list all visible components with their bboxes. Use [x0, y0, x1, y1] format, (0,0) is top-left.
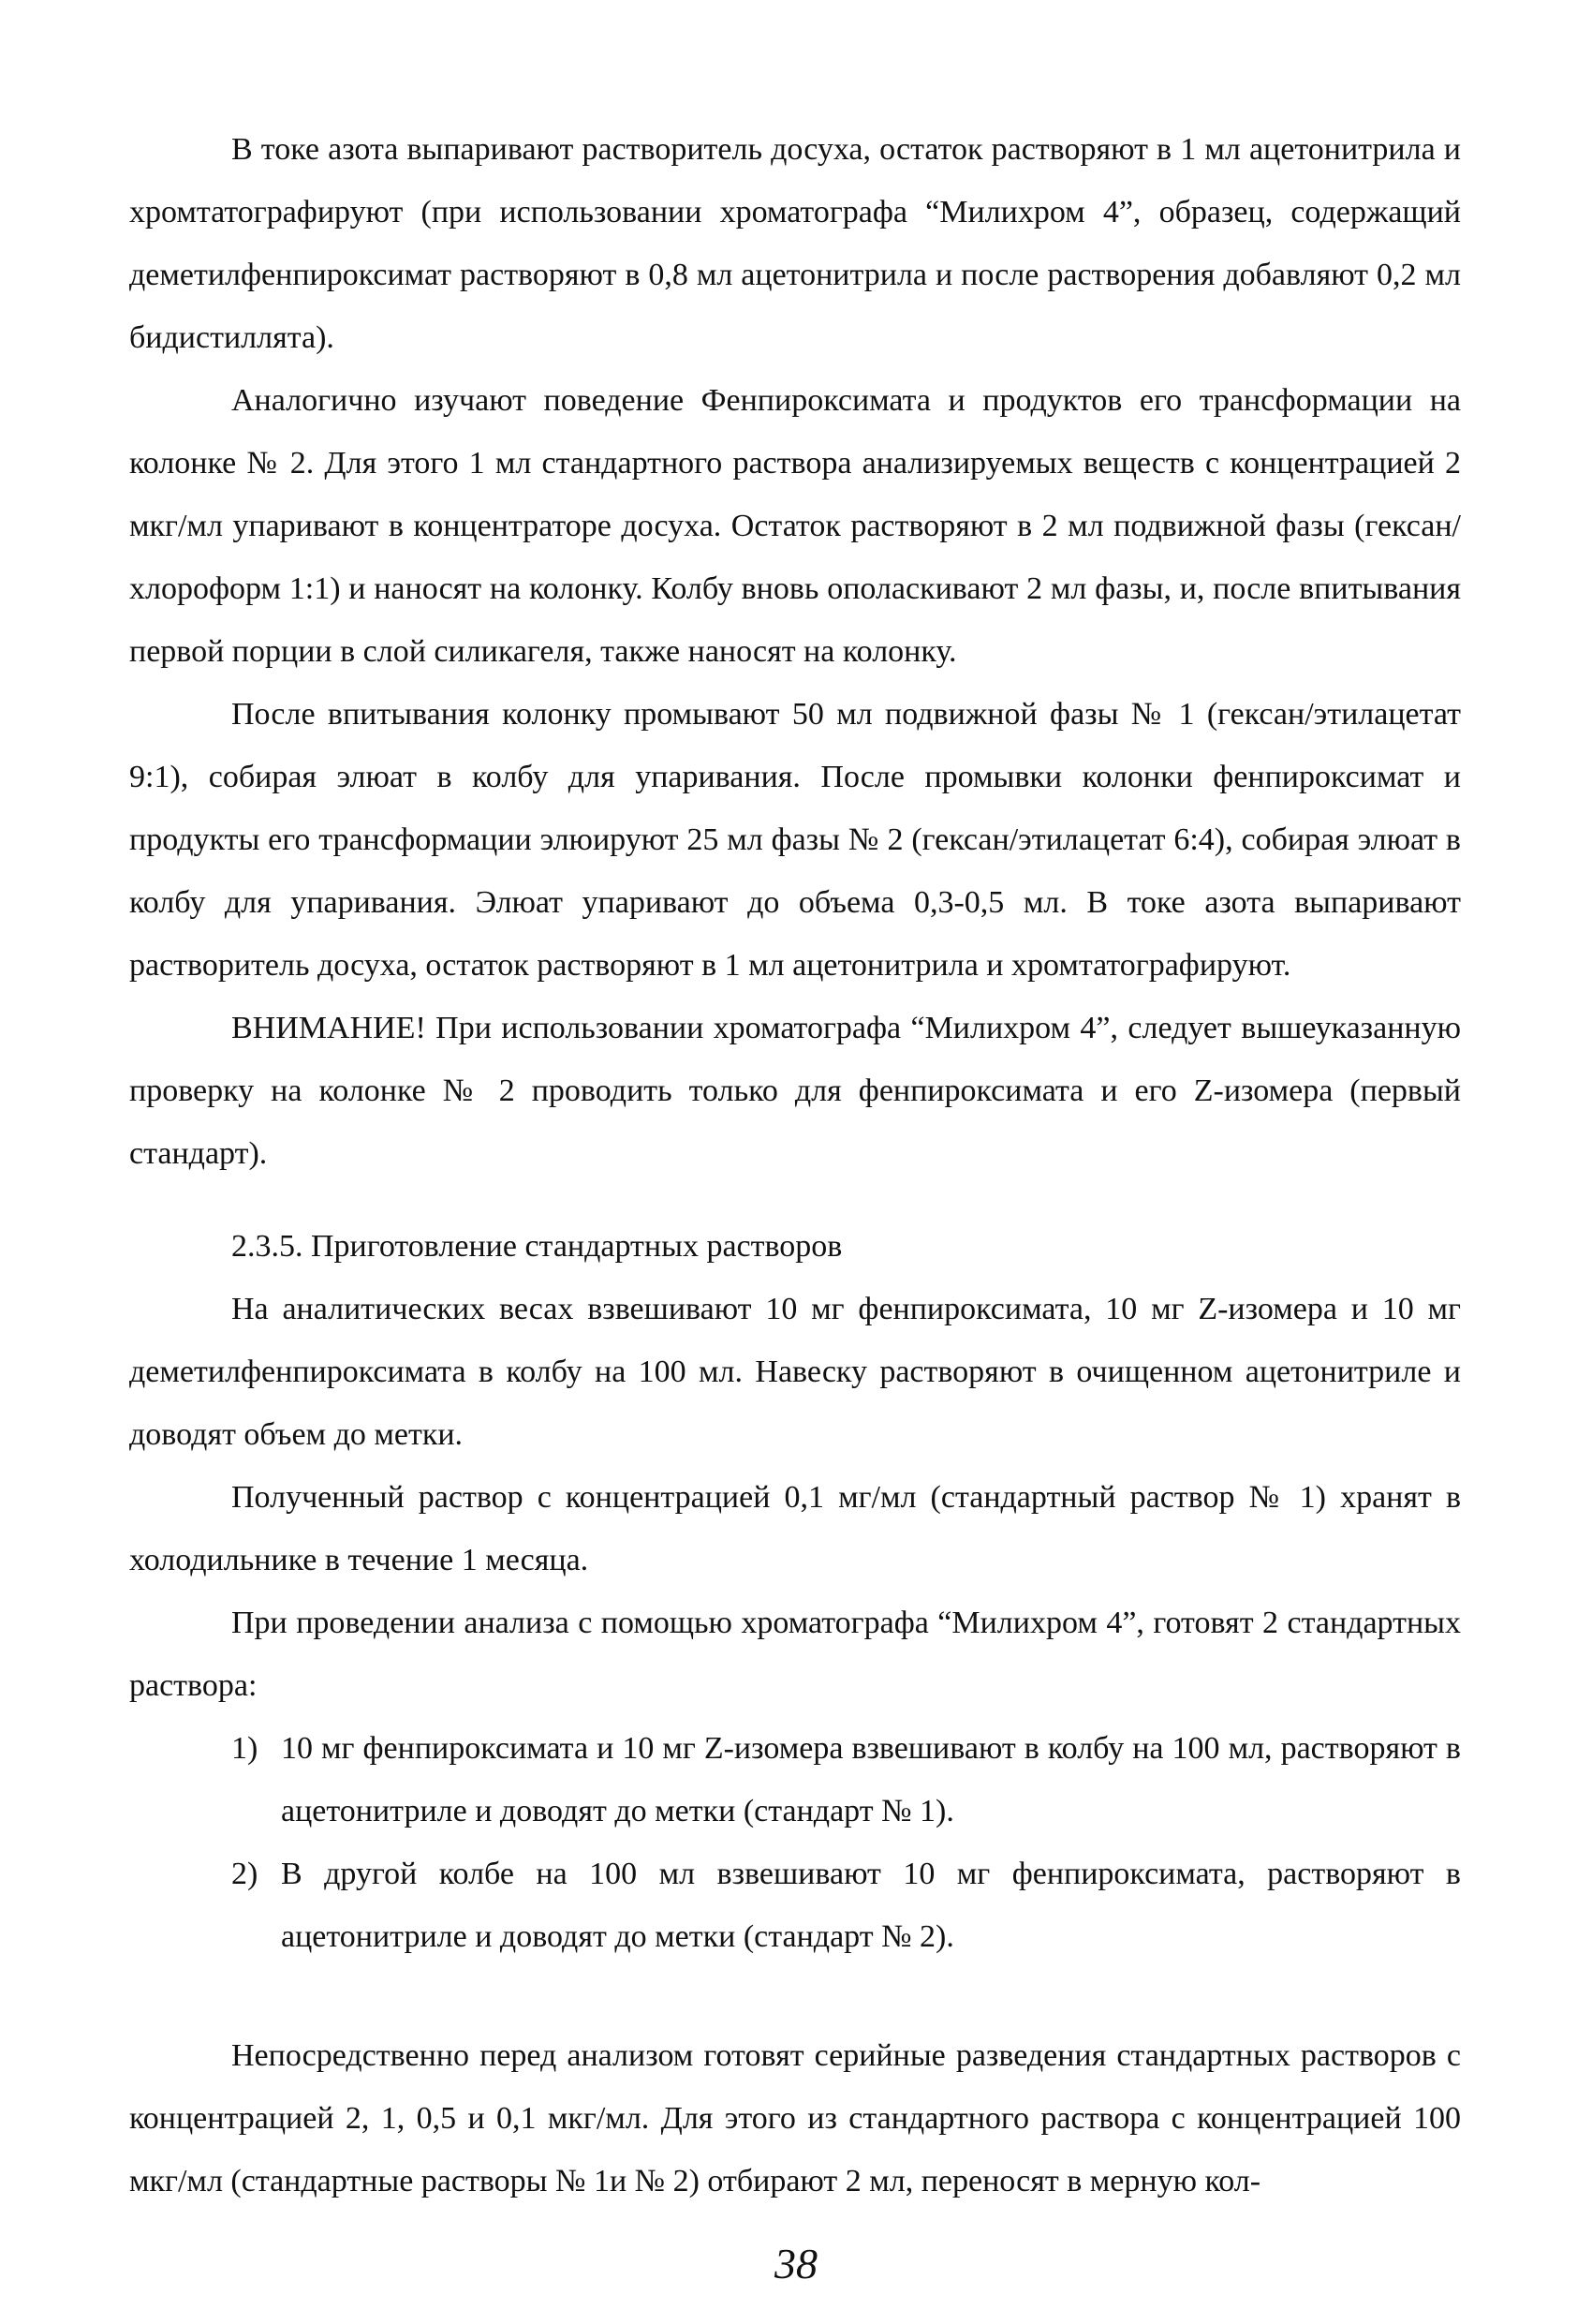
paragraph-elution: После впитывания колонку промывают 50 мл подвижной фазы № 1 (гексан/этилацетат 9:1), собирая элюат в колбу для упаривания. После промывки колонки фенпироксимат и продукты его трансформации элюируют 25 мл фазы № 2 (гексан/этилацетат 6:4), собирая элюат в колбу для упаривания. Элюат упаривают до объема 0,3-0,5 мл. В токе азота выпаривают растворитель досуха, остаток растворяют в 1 мл ацетонитрила и хромтатографируют.: [129, 697, 1461, 983]
paragraph-attention: ВНИМАНИЕ! При использовании хроматографа “Милихром 4”, следует вышеуказанную проверку на колонке № 2 проводить только для фенпироксимата и его Z-изомера (первый стандарт).: [129, 1011, 1461, 1171]
list-item-text: 10 мг фенпироксимата и 10 мг Z-изомера взвешивают в колбу на 100 мл, растворяют в ацетонитриле и доводят до метки (стандарт № 1).: [281, 1731, 1461, 1828]
paragraph-storage: Полученный раствор с концентрацией 0,1 мг/мл (стандартный раствор № 1) хранят в холодильнике в течение 1 месяца.: [129, 1480, 1461, 1577]
main-text-upper: [129, 118, 1461, 1185]
paragraph-evaporation: В токе азота выпаривают растворитель досуха, остаток растворяют в 1 мл ацетонитрила и хромтатографируют (при использовании хроматографа “Милихром 4”, образец, содержащий деметилфенпироксимат растворяют в 0,8 мл ацетонитрила и после растворения добавляют 0,2 мл бидистиллята).: [129, 132, 1461, 355]
paragraph-column-2-check: Аналогично изучают поведение Фенпироксимата и продуктов его трансформации на колонке № 2. Для этого 1 мл стандартного раствора анализируемых веществ с концентрацией 2 мкг/мл упаривают в концентраторе досуха. Остаток растворяют в 2 мл подвижной фазы (гексан/хлороформ 1:1) и наносят на колонку. Колбу вновь ополаскивают 2 мл фазы, и, после впитывания первой порции в слой силикагеля, также наносят на колонку.: [129, 383, 1461, 669]
list-item: [129, 1843, 1461, 1968]
paragraph-weighing: На аналитических весах взвешивают 10 мг фенпироксимата, 10 мг Z-изомера и 10 мг деметилфенпироксимата в колбу на 100 мл. Навеску растворяют в очищенном ацетонитриле и доводят объем до метки.: [129, 1292, 1461, 1452]
list-item-number: 1): [231, 1731, 258, 1766]
page-number: 38: [774, 2240, 818, 2287]
section-heading: 2.3.5. Приготовление стандартных растворов: [231, 1229, 843, 1264]
paragraph-two-standards: При проведении анализа с помощью хроматографа “Милихром 4”, готовят 2 стандартных раствора:: [129, 1606, 1461, 1703]
paragraph-serial-dilutions: Непосредственно перед анализом готовят серийные разведения стандартных растворов с концентрацией 2, 1, 0,5 и 0,1 мкг/мл. Для этого из стандартного раствора с концентрацией 100 мкг/мл (стандартные растворы № 1и № 2) отбирают 2 мл, переносят в мерную кол-: [129, 2038, 1461, 2198]
main-text-section: [129, 1215, 1461, 2213]
list-item: [129, 1717, 1461, 1843]
standards-list: [129, 1717, 1461, 1968]
list-item-number: 2): [231, 1857, 258, 1891]
spacer: [129, 1968, 1461, 2024]
list-item-text: В другой колбе на 100 мл взвешивают 10 мг фенпироксимата, растворяют в ацетонитриле и доводят до метки (стандарт № 2).: [281, 1857, 1461, 1954]
